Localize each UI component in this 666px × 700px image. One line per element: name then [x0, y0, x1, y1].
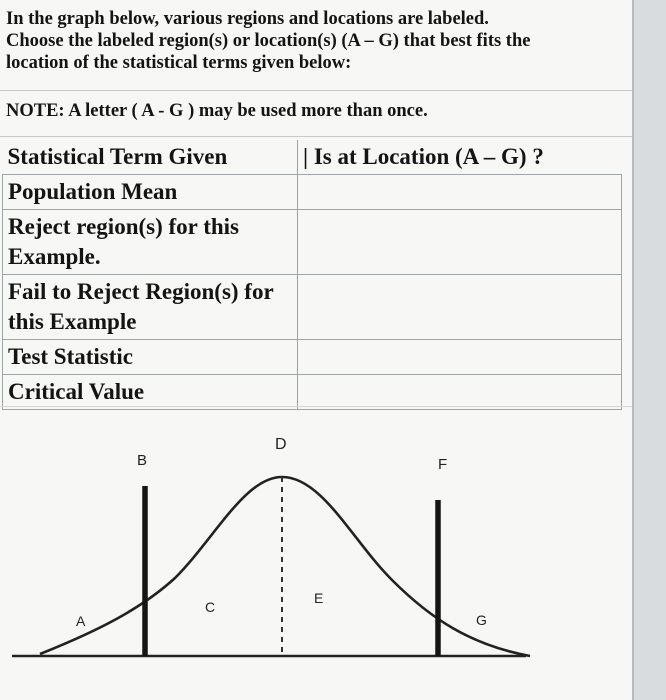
- bell-curve: [40, 477, 530, 656]
- label-e: E: [314, 590, 324, 606]
- table-row: [3, 210, 622, 275]
- answer-cell-fail-to-reject-region[interactable]: [298, 275, 622, 340]
- note-text: NOTE: A letter ( A - G ) may be used more than once.: [6, 101, 428, 121]
- header-location: | Is at Location (A – G) ?: [298, 140, 622, 175]
- label-f: F: [438, 456, 448, 473]
- term-reject-region: Reject region(s) for this Example.: [3, 210, 298, 275]
- divider: [0, 136, 632, 137]
- divider: [0, 406, 632, 407]
- normal-curve-graph: [0, 420, 632, 700]
- term-critical-value: Critical Value: [3, 375, 298, 410]
- table-header-row: [3, 140, 622, 175]
- table-row: [3, 175, 622, 210]
- answer-cell-population-mean[interactable]: [298, 175, 622, 210]
- term-population-mean: Population Mean: [3, 175, 298, 210]
- instructions-line-2: Choose the labeled region(s) or location(s) (A – G) that best fits the: [6, 31, 531, 51]
- term-test-statistic: Test Statistic: [3, 340, 298, 375]
- term-fail-to-reject-region: Fail to Reject Region(s) for this Example: [3, 275, 298, 340]
- label-g: G: [476, 612, 487, 628]
- label-c: C: [205, 599, 216, 615]
- divider: [0, 90, 632, 91]
- table-row: [3, 275, 622, 340]
- instructions-block: [6, 8, 626, 74]
- answer-cell-critical-value[interactable]: [298, 375, 622, 410]
- answer-cell-reject-region[interactable]: [298, 210, 622, 275]
- label-d: D: [275, 436, 287, 453]
- instructions-line-3: location of the statistical terms given below:: [6, 53, 352, 73]
- answer-cell-test-statistic[interactable]: [298, 340, 622, 375]
- terms-table: [2, 140, 622, 410]
- instructions-line-1: In the graph below, various regions and locations are labeled.: [6, 9, 489, 29]
- label-a: A: [76, 613, 86, 629]
- table-row: [3, 375, 622, 410]
- header-statistical-term: Statistical Term Given: [3, 140, 298, 175]
- label-b: B: [137, 452, 148, 469]
- table-row: [3, 340, 622, 375]
